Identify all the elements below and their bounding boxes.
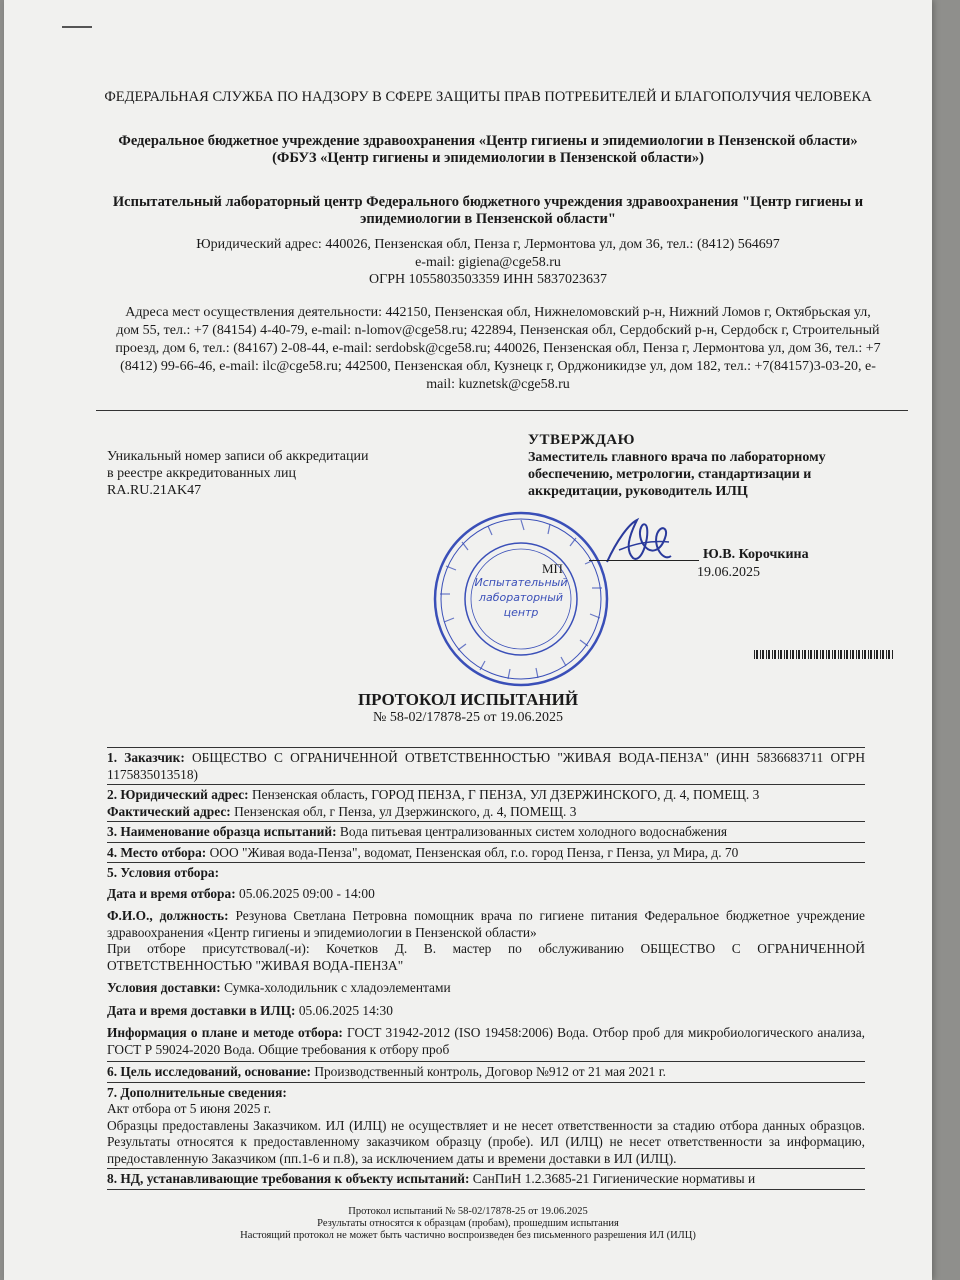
protocol-title: ПРОТОКОЛ ИСПЫТАНИЙ [357, 690, 579, 709]
institution-full: Федеральное бюджетное учреждение здравоохранения «Центр гигиены и эпидемиологии в Пензенской области» [118, 133, 858, 149]
stamp-line3: центр [503, 606, 539, 619]
delivery-date-value: 05.06.2025 14:30 [298, 1002, 393, 1018]
footer-line2: Результаты относятся к образцам (пробам), прошедшим испытания [317, 1218, 619, 1229]
stamp-line2: лабораторный [478, 591, 564, 604]
additional-info-act: Акт отбора от 5 июня 2025 г. [107, 1101, 272, 1116]
handwritten-signature [599, 510, 679, 580]
footer-line1: Протокол испытаний № 58-02/17878-25 от 19.06.2025 [348, 1206, 588, 1217]
approval-position: Заместитель главного врача по лабораторному обеспечению, метрологии, стандартизации и аккредитации, руководитель ИЛЦ [528, 450, 826, 499]
contacts-block [4, 236, 932, 289]
footer-line3: Настоящий протокол не может быть частично воспроизведен без письменного разрешения ИЛ (ИЛЦ) [240, 1230, 696, 1241]
sampling-conditions-label: 5. Условия отбора: [107, 865, 220, 880]
sample-name-value: Вода питьевая централизованных систем холодного водоснабжения [339, 824, 728, 839]
institution-name [4, 133, 932, 167]
stamp-line1: Испытательный [474, 576, 568, 589]
laboratory-name: Испытательный лабораторный центр Федерального бюджетного учреждения здравоохранения "Центр гигиены и эпидемиологии в Пензенской области" [112, 194, 864, 227]
sampling-present: При отборе присутствовал(-и): Кочетков Д. В. мастер по обслуживанию ОБЩЕСТВО С ОГРАНИЧЕННОЙ ОТВЕТСТВЕННОСТЬЮ "ЖИВАЯ ВОДА-ПЕНЗА" [107, 941, 865, 973]
stamp-center-text [474, 576, 567, 619]
section-sample-name [107, 821, 865, 842]
legal-address-value: Пензенская область, ГОРОД ПЕНЗА, Г ПЕНЗА, УЛ ДЗЕРЖИНСКОГО, Д. 4, ПОМЕЩ. 3 [252, 787, 760, 802]
approval-block [528, 432, 888, 500]
section-customer [107, 747, 865, 784]
document-page [4, 0, 932, 1280]
actual-address-value: Пензенская обл, г Пенза, ул Дзержинского, д. 4, ПОМЕЩ. 3 [234, 803, 577, 819]
round-seal-stamp [430, 508, 612, 690]
signatory-name: Ю.В. Корочкина [703, 547, 809, 562]
approval-heading: УТВЕРЖДАЮ [528, 432, 636, 448]
signature-line [589, 560, 699, 561]
accreditation-block [107, 448, 427, 499]
purpose-label: 6. Цель исследований, основание: [107, 1064, 311, 1079]
barcode [754, 650, 894, 659]
normative-docs-label: 8. НД, устанавливающие требования к объекту испытаний: [107, 1171, 470, 1186]
additional-info-label: 7. Дополнительные сведения: [107, 1084, 287, 1100]
seal-place-label: МП [542, 561, 563, 576]
header-divider [96, 410, 908, 411]
legal-address: Юридический адрес: 440026, Пензенская обл, Пенза г, Лермонтова ул, дом 36, тел.: (8412) 564697 [196, 237, 780, 252]
sampling-place-label: 4. Место отбора: [107, 844, 207, 860]
accreditation-number: RA.RU.21AK47 [107, 483, 202, 498]
sampling-date-label: Дата и время отбора: [107, 885, 236, 901]
section-sampling-conditions [107, 862, 865, 1061]
sampler-label: Ф.И.О., должность: [107, 908, 229, 923]
section-sampling-place [107, 842, 865, 863]
section-addresses [107, 784, 865, 821]
sampling-method-label: Информация о плане и методе отбора: [107, 1025, 343, 1040]
accreditation-line1: Уникальный номер записи об аккредитации [107, 449, 369, 464]
sampling-date-value: 05.06.2025 09:00 - 14:00 [239, 885, 375, 901]
delivery-conditions-label: Условия доставки: [107, 980, 221, 995]
approval-date: 19.06.2025 [697, 565, 760, 580]
ogrn-inn: ОГРН 1055803503359 ИНН 5837023637 [369, 272, 607, 287]
sample-name-label: 3. Наименование образца испытаний: [107, 824, 337, 839]
sampling-method-value: ГОСТ 31942-2012 (ISO 19458:2006) Вода. Отбор проб для микробиологического анализа, ГОСТ Р 59024-2020 Вода. Общие требования к отбору проб [107, 1025, 865, 1057]
additional-info-text: Образцы предоставлены Заказчиком. ИЛ (ИЛЦ) не осуществляет и не несет ответственности за стадию отбора данных образцов. Результаты относятся к предоставленному заказчиком образцу (пробе). ИЛ (ИЛЦ) не несет ответственности за информацию, предоставленную Заказчиком (пп.1-6 и п.8), за исключением даты и времени доставки в ИЛ (ИЛЦ). [107, 1117, 865, 1166]
sampler-value: Резунова Светлана Петровна помощник врача по гигиене питания Федеральное бюджетное учреждение здравоохранения «Центр гигиены и эпидемиологии в Пензенской области» [107, 908, 865, 940]
activity-addresses: Адреса мест осуществления деятельности: 442150, Пензенская обл, Нижнеломовский р-н, Нижний Ломов г, Октябрьская ул, дом 55, тел.: +7 (84154) 4-40-79, e-mail: n-lomov@cge58.ru; 422894, Пензенская обл, Сердобский р-н, Сердобск г, Строительный проезд, дом 6, тел.: (84167) 2-08-44, e-mail: serdobsk@cge58.ru; 440026, Пензенская обл, Пенза г, Лермонтова ул, дом 36, тел.: +7 (8412) 99-66-46, e-mail: ilc@cge58.ru; 442500, Пензенская обл, Кузнецк г, Орджоникидзе ул, дом 182, тел.: +7(84157)3-03-20, e-mail: kuznetsk@cge58.ru [115, 305, 881, 392]
delivery-date-label: Дата и время доставки в ИЛЦ: [107, 1002, 296, 1018]
section-purpose [107, 1061, 865, 1082]
actual-address-label: Фактический адрес: [107, 803, 231, 819]
email: e-mail: gigiena@cge58.ru [415, 254, 561, 270]
section-customer-label: 1. Заказчик: [107, 750, 185, 765]
accreditation-line2: в реестре аккредитованных лиц [107, 466, 296, 481]
protocol-sections [107, 747, 865, 1190]
section-normative-docs [107, 1168, 865, 1190]
institution-short: (ФБУЗ «Центр гигиены и эпидемиологии в Пензенской области») [272, 150, 704, 166]
normative-docs-value: СанПиН 1.2.3685-21 Гигиенические нормативы и [472, 1171, 756, 1186]
legal-address-label: 2. Юридический адрес: [107, 787, 249, 802]
protocol-number: № 58-02/17878-25 от 19.06.2025 [372, 710, 563, 725]
delivery-conditions-value: Сумка-холодильник с хладоэлементами [224, 980, 451, 995]
staple-mark [62, 26, 92, 28]
section-customer-value: ОБЩЕСТВО С ОГРАНИЧЕННОЙ ОТВЕТСТВЕННОСТЬЮ "ЖИВАЯ ВОДА-ПЕНЗА" (ИНН 5836683711 ОГРН 1175835013518) [107, 750, 865, 782]
agency-name: ФЕДЕРАЛЬНАЯ СЛУЖБА ПО НАДЗОРУ В СФЕРЕ ЗАЩИТЫ ПРАВ ПОТРЕБИТЕЛЕЙ И БЛАГОПОЛУЧИЯ ЧЕЛОВЕКА [104, 89, 872, 105]
sampling-place-value: ООО "Живая вода-Пенза", водомат, Пензенская обл, г.о. город Пенза, г Пенза, ул Мира, д. 70 [209, 844, 739, 860]
page-footer [4, 1206, 932, 1242]
purpose-value: Производственный контроль, Договор №912 от 21 мая 2021 г. [314, 1064, 667, 1079]
section-additional-info [107, 1082, 865, 1169]
